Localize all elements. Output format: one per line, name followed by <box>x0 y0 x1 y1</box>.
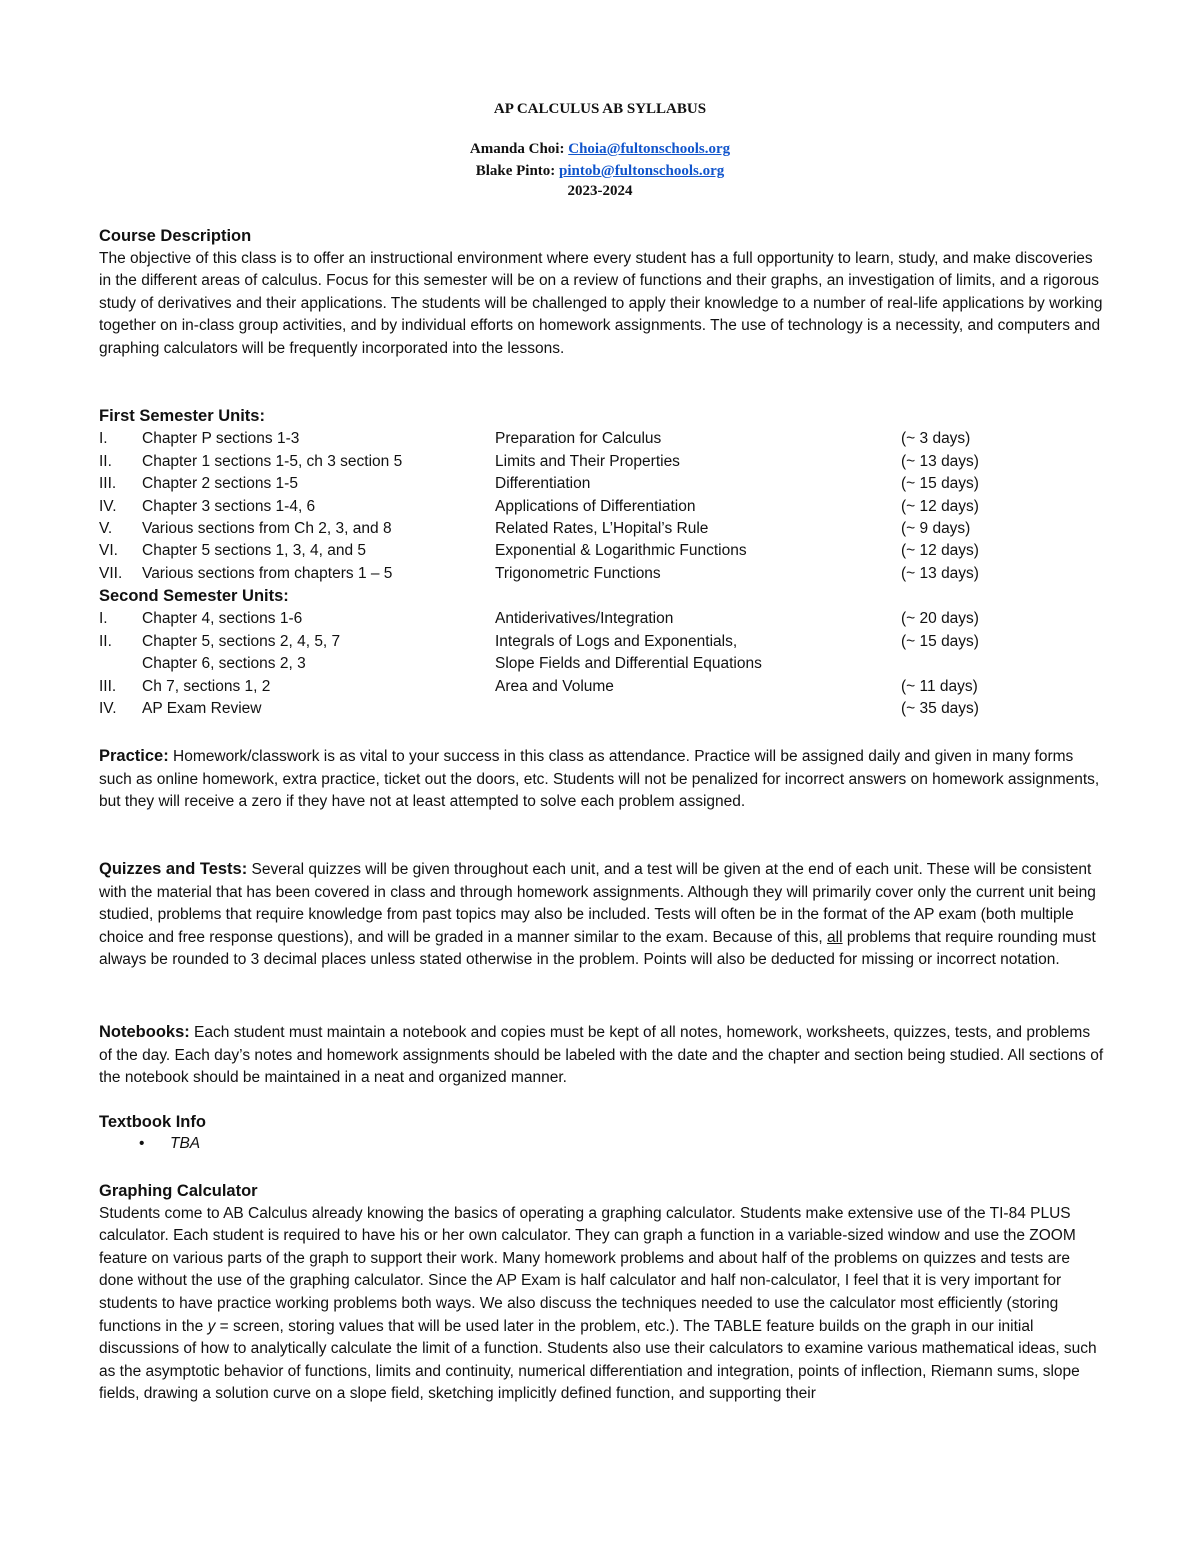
unit-row <box>99 428 1099 450</box>
calculator-body <box>99 1203 1104 1406</box>
unit-number: IV. <box>99 700 117 717</box>
course-description-heading: Course Description <box>99 227 252 245</box>
unit-chapters: Chapter 4, sections 1-6 <box>142 610 303 627</box>
unit-days: (~ 11 days) <box>901 678 978 695</box>
quizzes-body-2: problems that require rounding must always be rounded to 3 decimal places unless stated otherwise in the problem. Points will also be deducted for missing or incorrect notation. <box>99 928 1096 969</box>
quizzes-emphasis: all <box>827 928 843 946</box>
unit-days: (~ 9 days) <box>901 520 971 537</box>
practice-label: Practice: <box>99 747 169 765</box>
unit-topic: Integrals of Logs and Exponentials, <box>495 633 738 650</box>
bullet: • <box>139 1135 145 1152</box>
unit-topic: Trigonometric Functions <box>495 565 661 582</box>
unit-days: (~ 3 days) <box>901 430 971 447</box>
teacher-1-email-link[interactable]: Choia@fultonschools.org <box>568 141 731 157</box>
notebooks-section <box>99 1021 1104 1090</box>
unit-topic: Related Rates, L’Hopital’s Rule <box>495 520 709 537</box>
unit-row <box>99 631 1099 653</box>
unit-chapters: Chapter 5 sections 1, 3, 4, and 5 <box>142 542 367 559</box>
unit-row <box>99 496 1099 518</box>
unit-topic: Applications of Differentiation <box>495 498 696 515</box>
unit-topic: Slope Fields and Differential Equations <box>495 655 762 672</box>
unit-chapters: Chapter 5, sections 2, 4, 5, 7 <box>142 633 341 650</box>
document-title: AP CALCULUS AB SYLLABUS <box>493 101 707 117</box>
unit-days: (~ 15 days) <box>901 633 979 650</box>
unit-chapters: Ch 7, sections 1, 2 <box>142 678 271 695</box>
course-description-body: The objective of this class is to offer an instructional environment where every student has a full opportunity to learn, study, and make discoveries in the different areas of calculus. Focus for this semester will be on a review of functions and their graphs, an investigation of limits, and a rigorous study of derivatives and their applications. The students will be challenged to apply their knowledge to a number of real-life applications by working together on in-class group activities, and by individual efforts on homework assignments. The use of technology is a necessity, and computers and graphing calculators will be frequently incorporated into the lessons. <box>99 249 1103 357</box>
unit-topic: Exponential & Logarithmic Functions <box>495 542 747 559</box>
unit-days: (~ 13 days) <box>901 565 979 582</box>
unit-row <box>99 653 1099 675</box>
calculator-body-1: Students come to AB Calculus already knowing the basics of operating a graphing calculator. Students make extensive use of the TI-84 PLUS calculator. Each student is required to have his or her own calculator. They can graph a function in a variable-sized window and use the ZOOM feature on various parts of the graph to support their work. Many homework problems and about half of the problems on quizzes and tests are done without the use of the graphing calculator. Since the AP Exam is half calculator and half non-calculator, I feel that it is very important for students to have practice working problems both ways. We also discuss the techniques needed to use the calculator most efficiently (storing functions in the <box>99 1204 1076 1335</box>
unit-days: (~ 12 days) <box>901 498 979 515</box>
unit-topic: Antiderivatives/Integration <box>495 610 674 627</box>
unit-days: (~ 15 days) <box>901 475 979 492</box>
practice-body: Homework/classwork is as vital to your success in this class as attendance. Practice will be assigned daily and given in many forms such as online homework, extra practice, ticket out the doors, etc. Students will not be penalized for incorrect answers on homework assignments, but they will receive a zero if they have not at least attempted to solve each problem assigned. <box>99 748 1100 811</box>
textbook-heading: Textbook Info <box>99 1113 206 1131</box>
unit-number: VI. <box>99 542 118 559</box>
unit-number: II. <box>99 453 112 470</box>
unit-row <box>99 608 1099 630</box>
unit-chapters: Chapter 2 sections 1-5 <box>142 475 298 492</box>
textbook-item: TBA <box>170 1135 201 1152</box>
unit-days: (~ 13 days) <box>901 453 979 470</box>
unit-chapters: Chapter 1 sections 1-5, ch 3 section 5 <box>142 453 403 470</box>
unit-row <box>99 451 1099 473</box>
teacher-1-line <box>0 141 1200 158</box>
first-semester-heading: First Semester Units: <box>99 407 265 425</box>
unit-number: VII. <box>99 565 123 582</box>
unit-row <box>99 518 1099 540</box>
unit-days: (~ 35 days) <box>901 700 979 717</box>
unit-chapters: Various sections from Ch 2, 3, and 8 <box>142 520 392 537</box>
teacher-2-email-link[interactable]: pintob@fultonschools.org <box>559 163 725 179</box>
notebooks-label: Notebooks: <box>99 1023 190 1041</box>
teacher-1-name: Amanda Choi: <box>469 141 569 157</box>
unit-topic: Area and Volume <box>495 678 614 695</box>
unit-number: I. <box>99 610 108 627</box>
unit-row <box>99 563 1099 585</box>
calculator-body-2: = screen, storing values that will be used later in the problem, etc.). The TABLE feature builds on the graph in our initial discussions of how to analytically calculate the limit of a function. Students also use their calculators to examine various mathematical ideas, such as the asymptotic behavior of functions, limits and continuity, numerical differentiation and integration, points of inflection, Riemann sums, slope fields, drawing a solution curve on a slope field, sketching implicitly defined function, and supporting their <box>99 1317 1097 1403</box>
unit-chapters: Various sections from chapters 1 – 5 <box>142 565 393 582</box>
unit-row <box>99 473 1099 495</box>
calculator-heading: Graphing Calculator <box>99 1182 258 1200</box>
unit-chapters: Chapter 3 sections 1-4, 6 <box>142 498 316 515</box>
unit-number: II. <box>99 633 112 650</box>
unit-topic: Limits and Their Properties <box>495 453 680 470</box>
teacher-2-line <box>0 163 1200 180</box>
quizzes-body-1: Several quizzes will be given throughout each unit, and a test will be given at the end of each unit. These will be consistent with the material that has been covered in class and through homework assignments. Although they will primarily cover only the current unit being studied, problems that require knowledge from past topics may also be included. Tests will often be in the format of the AP exam (both multiple choice and free response questions), and will be graded in a manner similar to the exam. Because of this, <box>99 861 1096 946</box>
unit-chapters: Chapter 6, sections 2, 3 <box>142 655 306 672</box>
second-semester-heading: Second Semester Units: <box>99 587 289 605</box>
school-year: 2023-2024 <box>567 183 633 199</box>
unit-days: (~ 20 days) <box>901 610 979 627</box>
quizzes-label: Quizzes and Tests: <box>99 860 248 878</box>
unit-topic: Preparation for Calculus <box>495 430 662 447</box>
calculator-section <box>99 1180 1104 1406</box>
calculator-y-variable: y <box>207 1317 216 1335</box>
unit-row <box>99 540 1099 562</box>
unit-number: IV. <box>99 498 117 515</box>
unit-chapters: AP Exam Review <box>142 700 262 717</box>
teacher-2-name: Blake Pinto: <box>475 163 560 179</box>
unit-number: V. <box>99 520 113 537</box>
notebooks-body: Each student must maintain a notebook and copies must be kept of all notes, homework, worksheets, quizzes, tests, and problems of the day. Each day’s notes and homework assignments should be labeled with the date and the chapter and section being studied. All sections of the notebook should be maintained in a neat and organized manner. <box>99 1024 1104 1087</box>
practice-section <box>99 745 1104 814</box>
unit-number: III. <box>99 678 117 695</box>
course-description-section <box>99 225 1104 361</box>
unit-chapters: Chapter P sections 1-3 <box>142 430 300 447</box>
quizzes-section <box>99 858 1104 972</box>
unit-number: I. <box>99 430 108 447</box>
unit-topic: Differentiation <box>495 475 591 492</box>
unit-days: (~ 12 days) <box>901 542 979 559</box>
unit-number: III. <box>99 475 117 492</box>
unit-row <box>99 698 1099 720</box>
unit-row <box>99 676 1099 698</box>
